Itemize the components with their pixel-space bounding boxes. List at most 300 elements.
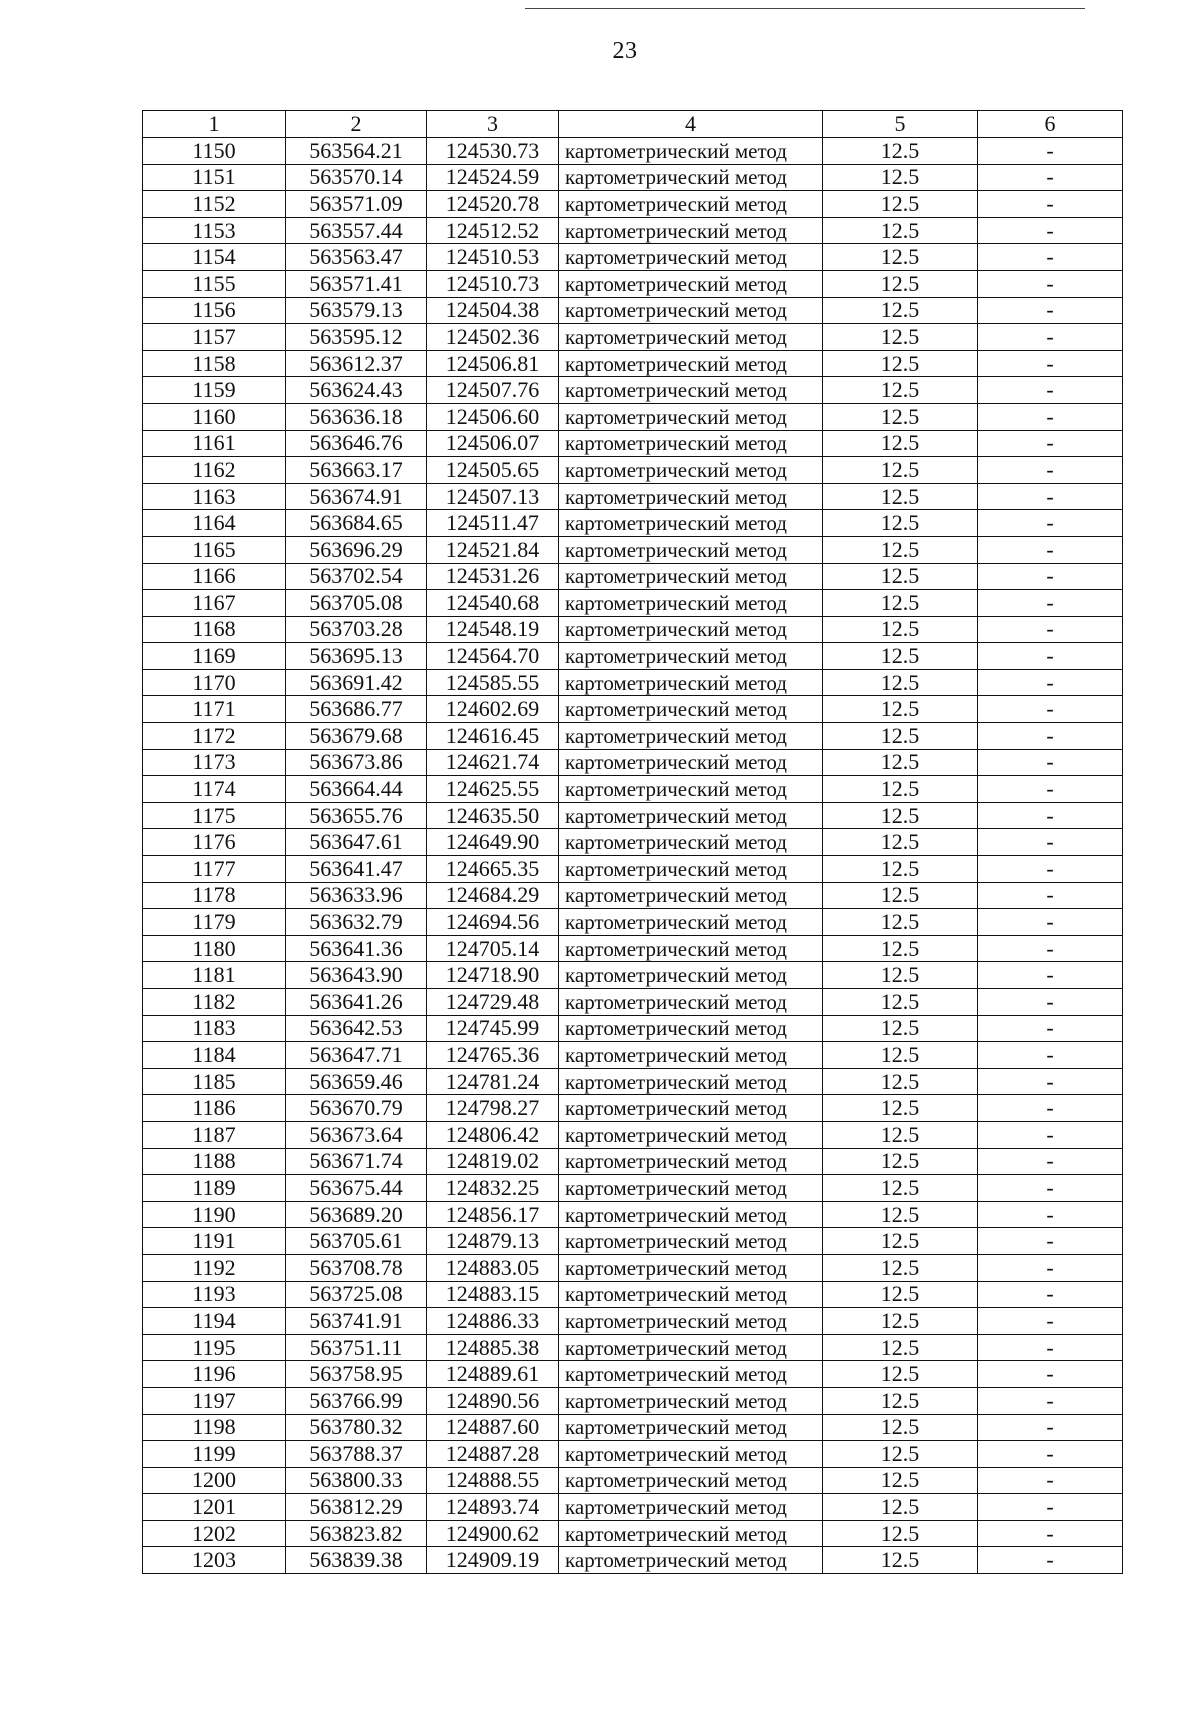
- x-coordinate-cell: 563633.96: [286, 882, 427, 909]
- table-header-row: [143, 111, 1123, 138]
- note-cell: -: [978, 1441, 1123, 1468]
- column-header: 4: [559, 111, 823, 138]
- point-number-cell: 1169: [143, 643, 286, 670]
- accuracy-cell: 12.5: [823, 217, 978, 244]
- method-cell: картометрический метод: [559, 403, 823, 430]
- table-row: [143, 1494, 1123, 1521]
- x-coordinate-cell: 563800.33: [286, 1467, 427, 1494]
- point-number-cell: 1150: [143, 138, 286, 165]
- y-coordinate-cell: 124729.48: [427, 989, 559, 1016]
- note-cell: -: [978, 749, 1123, 776]
- x-coordinate-cell: 563812.29: [286, 1494, 427, 1521]
- note-cell: -: [978, 1228, 1123, 1255]
- accuracy-cell: 12.5: [823, 1547, 978, 1574]
- method-cell: картометрический метод: [559, 1361, 823, 1388]
- y-coordinate-cell: 124765.36: [427, 1042, 559, 1069]
- method-cell: картометрический метод: [559, 1441, 823, 1468]
- y-coordinate-cell: 124621.74: [427, 749, 559, 776]
- note-cell: -: [978, 909, 1123, 936]
- x-coordinate-cell: 563571.41: [286, 270, 427, 297]
- accuracy-cell: 12.5: [823, 989, 978, 1016]
- table-row: [143, 138, 1123, 165]
- accuracy-cell: 12.5: [823, 1042, 978, 1069]
- y-coordinate-cell: 124886.33: [427, 1308, 559, 1335]
- x-coordinate-cell: 563679.68: [286, 723, 427, 750]
- table-row: [143, 297, 1123, 324]
- table-row: [143, 217, 1123, 244]
- method-cell: картометрический метод: [559, 297, 823, 324]
- table-row: [143, 696, 1123, 723]
- note-cell: -: [978, 403, 1123, 430]
- y-coordinate-cell: 124888.55: [427, 1467, 559, 1494]
- method-cell: картометрический метод: [559, 882, 823, 909]
- note-cell: -: [978, 457, 1123, 484]
- table-row: [143, 829, 1123, 856]
- accuracy-cell: 12.5: [823, 1175, 978, 1202]
- x-coordinate-cell: 563632.79: [286, 909, 427, 936]
- note-cell: -: [978, 1387, 1123, 1414]
- x-coordinate-cell: 563705.61: [286, 1228, 427, 1255]
- point-number-cell: 1180: [143, 935, 286, 962]
- method-cell: картометрический метод: [559, 1015, 823, 1042]
- x-coordinate-cell: 563664.44: [286, 776, 427, 803]
- point-number-cell: 1184: [143, 1042, 286, 1069]
- table-row: [143, 191, 1123, 218]
- table-row: [143, 403, 1123, 430]
- x-coordinate-cell: 563758.95: [286, 1361, 427, 1388]
- note-cell: -: [978, 324, 1123, 351]
- x-coordinate-cell: 563670.79: [286, 1095, 427, 1122]
- method-cell: картометрический метод: [559, 244, 823, 271]
- method-cell: картометрический метод: [559, 1281, 823, 1308]
- point-number-cell: 1154: [143, 244, 286, 271]
- note-cell: -: [978, 377, 1123, 404]
- x-coordinate-cell: 563673.86: [286, 749, 427, 776]
- point-number-cell: 1189: [143, 1175, 286, 1202]
- y-coordinate-cell: 124890.56: [427, 1387, 559, 1414]
- method-cell: картометрический метод: [559, 1148, 823, 1175]
- method-cell: картометрический метод: [559, 457, 823, 484]
- point-number-cell: 1172: [143, 723, 286, 750]
- x-coordinate-cell: 563655.76: [286, 802, 427, 829]
- table-row: [143, 1175, 1123, 1202]
- accuracy-cell: 12.5: [823, 1494, 978, 1521]
- y-coordinate-cell: 124900.62: [427, 1520, 559, 1547]
- point-number-cell: 1166: [143, 563, 286, 590]
- note-cell: -: [978, 669, 1123, 696]
- y-coordinate-cell: 124602.69: [427, 696, 559, 723]
- y-coordinate-cell: 124798.27: [427, 1095, 559, 1122]
- method-cell: картометрический метод: [559, 563, 823, 590]
- x-coordinate-cell: 563646.76: [286, 430, 427, 457]
- accuracy-cell: 12.5: [823, 1068, 978, 1095]
- point-number-cell: 1191: [143, 1228, 286, 1255]
- accuracy-cell: 12.5: [823, 563, 978, 590]
- x-coordinate-cell: 563612.37: [286, 350, 427, 377]
- note-cell: -: [978, 802, 1123, 829]
- y-coordinate-cell: 124505.65: [427, 457, 559, 484]
- table-row: [143, 1414, 1123, 1441]
- y-coordinate-cell: 124521.84: [427, 536, 559, 563]
- table-row: [143, 270, 1123, 297]
- table-row: [143, 1042, 1123, 1069]
- accuracy-cell: 12.5: [823, 776, 978, 803]
- accuracy-cell: 12.5: [823, 1201, 978, 1228]
- x-coordinate-cell: 563725.08: [286, 1281, 427, 1308]
- point-number-cell: 1152: [143, 191, 286, 218]
- y-coordinate-cell: 124694.56: [427, 909, 559, 936]
- point-number-cell: 1181: [143, 962, 286, 989]
- accuracy-cell: 12.5: [823, 1467, 978, 1494]
- x-coordinate-cell: 563689.20: [286, 1201, 427, 1228]
- method-cell: картометрический метод: [559, 989, 823, 1016]
- method-cell: картометрический метод: [559, 1547, 823, 1574]
- x-coordinate-cell: 563624.43: [286, 377, 427, 404]
- accuracy-cell: 12.5: [823, 1387, 978, 1414]
- point-number-cell: 1183: [143, 1015, 286, 1042]
- y-coordinate-cell: 124530.73: [427, 138, 559, 165]
- method-cell: картометрический метод: [559, 616, 823, 643]
- accuracy-cell: 12.5: [823, 270, 978, 297]
- note-cell: -: [978, 1175, 1123, 1202]
- note-cell: -: [978, 1494, 1123, 1521]
- point-number-cell: 1203: [143, 1547, 286, 1574]
- note-cell: -: [978, 829, 1123, 856]
- accuracy-cell: 12.5: [823, 1148, 978, 1175]
- x-coordinate-cell: 563708.78: [286, 1254, 427, 1281]
- method-cell: картометрический метод: [559, 1228, 823, 1255]
- accuracy-cell: 12.5: [823, 643, 978, 670]
- column-header: 5: [823, 111, 978, 138]
- y-coordinate-cell: 124885.38: [427, 1334, 559, 1361]
- y-coordinate-cell: 124585.55: [427, 669, 559, 696]
- y-coordinate-cell: 124502.36: [427, 324, 559, 351]
- point-number-cell: 1199: [143, 1441, 286, 1468]
- point-number-cell: 1168: [143, 616, 286, 643]
- accuracy-cell: 12.5: [823, 749, 978, 776]
- note-cell: -: [978, 1334, 1123, 1361]
- y-coordinate-cell: 124883.15: [427, 1281, 559, 1308]
- table-row: [143, 643, 1123, 670]
- note-cell: -: [978, 962, 1123, 989]
- table-row: [143, 935, 1123, 962]
- accuracy-cell: 12.5: [823, 1441, 978, 1468]
- method-cell: картометрический метод: [559, 377, 823, 404]
- coordinates-table: [142, 110, 1123, 1574]
- table-row: [143, 1148, 1123, 1175]
- note-cell: -: [978, 1095, 1123, 1122]
- y-coordinate-cell: 124832.25: [427, 1175, 559, 1202]
- method-cell: картометрический метод: [559, 1201, 823, 1228]
- method-cell: картометрический метод: [559, 856, 823, 883]
- accuracy-cell: 12.5: [823, 164, 978, 191]
- x-coordinate-cell: 563647.71: [286, 1042, 427, 1069]
- method-cell: картометрический метод: [559, 1414, 823, 1441]
- point-number-cell: 1167: [143, 590, 286, 617]
- table-row: [143, 324, 1123, 351]
- y-coordinate-cell: 124856.17: [427, 1201, 559, 1228]
- note-cell: -: [978, 1068, 1123, 1095]
- x-coordinate-cell: 563564.21: [286, 138, 427, 165]
- y-coordinate-cell: 124507.13: [427, 483, 559, 510]
- accuracy-cell: 12.5: [823, 802, 978, 829]
- note-cell: -: [978, 616, 1123, 643]
- method-cell: картометрический метод: [559, 1095, 823, 1122]
- method-cell: картометрический метод: [559, 191, 823, 218]
- note-cell: -: [978, 1361, 1123, 1388]
- x-coordinate-cell: 563691.42: [286, 669, 427, 696]
- y-coordinate-cell: 124512.52: [427, 217, 559, 244]
- x-coordinate-cell: 563741.91: [286, 1308, 427, 1335]
- accuracy-cell: 12.5: [823, 403, 978, 430]
- table-row: [143, 590, 1123, 617]
- point-number-cell: 1187: [143, 1121, 286, 1148]
- method-cell: картометрический метод: [559, 776, 823, 803]
- table-row: [143, 776, 1123, 803]
- accuracy-cell: 12.5: [823, 1414, 978, 1441]
- method-cell: картометрический метод: [559, 802, 823, 829]
- accuracy-cell: 12.5: [823, 1308, 978, 1335]
- point-number-cell: 1165: [143, 536, 286, 563]
- table-row: [143, 244, 1123, 271]
- accuracy-cell: 12.5: [823, 377, 978, 404]
- method-cell: картометрический метод: [559, 935, 823, 962]
- table-row: [143, 856, 1123, 883]
- method-cell: картометрический метод: [559, 1467, 823, 1494]
- note-cell: -: [978, 856, 1123, 883]
- accuracy-cell: 12.5: [823, 935, 978, 962]
- table-row: [143, 457, 1123, 484]
- accuracy-cell: 12.5: [823, 669, 978, 696]
- x-coordinate-cell: 563557.44: [286, 217, 427, 244]
- accuracy-cell: 12.5: [823, 723, 978, 750]
- method-cell: картометрический метод: [559, 536, 823, 563]
- x-coordinate-cell: 563702.54: [286, 563, 427, 590]
- table-row: [143, 989, 1123, 1016]
- y-coordinate-cell: 124649.90: [427, 829, 559, 856]
- y-coordinate-cell: 124635.50: [427, 802, 559, 829]
- y-coordinate-cell: 124616.45: [427, 723, 559, 750]
- note-cell: -: [978, 1121, 1123, 1148]
- x-coordinate-cell: 563705.08: [286, 590, 427, 617]
- accuracy-cell: 12.5: [823, 856, 978, 883]
- note-cell: -: [978, 138, 1123, 165]
- method-cell: картометрический метод: [559, 696, 823, 723]
- table-row: [143, 669, 1123, 696]
- point-number-cell: 1173: [143, 749, 286, 776]
- accuracy-cell: 12.5: [823, 350, 978, 377]
- point-number-cell: 1151: [143, 164, 286, 191]
- table-row: [143, 1068, 1123, 1095]
- point-number-cell: 1177: [143, 856, 286, 883]
- accuracy-cell: 12.5: [823, 1334, 978, 1361]
- accuracy-cell: 12.5: [823, 1254, 978, 1281]
- y-coordinate-cell: 124548.19: [427, 616, 559, 643]
- note-cell: -: [978, 696, 1123, 723]
- accuracy-cell: 12.5: [823, 1361, 978, 1388]
- x-coordinate-cell: 563571.09: [286, 191, 427, 218]
- x-coordinate-cell: 563675.44: [286, 1175, 427, 1202]
- x-coordinate-cell: 563647.61: [286, 829, 427, 856]
- method-cell: картометрический метод: [559, 1308, 823, 1335]
- note-cell: -: [978, 164, 1123, 191]
- accuracy-cell: 12.5: [823, 138, 978, 165]
- note-cell: -: [978, 1467, 1123, 1494]
- x-coordinate-cell: 563636.18: [286, 403, 427, 430]
- y-coordinate-cell: 124506.07: [427, 430, 559, 457]
- method-cell: картометрический метод: [559, 1175, 823, 1202]
- note-cell: -: [978, 882, 1123, 909]
- y-coordinate-cell: 124506.60: [427, 403, 559, 430]
- table-row: [143, 1254, 1123, 1281]
- note-cell: -: [978, 483, 1123, 510]
- point-number-cell: 1185: [143, 1068, 286, 1095]
- method-cell: картометрический метод: [559, 1334, 823, 1361]
- note-cell: -: [978, 244, 1123, 271]
- y-coordinate-cell: 124524.59: [427, 164, 559, 191]
- point-number-cell: 1161: [143, 430, 286, 457]
- table-row: [143, 377, 1123, 404]
- x-coordinate-cell: 563570.14: [286, 164, 427, 191]
- point-number-cell: 1190: [143, 1201, 286, 1228]
- table-body: [143, 111, 1123, 1574]
- accuracy-cell: 12.5: [823, 536, 978, 563]
- note-cell: -: [978, 350, 1123, 377]
- method-cell: картометрический метод: [559, 1494, 823, 1521]
- note-cell: -: [978, 643, 1123, 670]
- table-row: [143, 723, 1123, 750]
- note-cell: -: [978, 776, 1123, 803]
- x-coordinate-cell: 563641.36: [286, 935, 427, 962]
- method-cell: картометрический метод: [559, 749, 823, 776]
- method-cell: картометрический метод: [559, 669, 823, 696]
- note-cell: -: [978, 723, 1123, 750]
- note-cell: -: [978, 536, 1123, 563]
- point-number-cell: 1194: [143, 1308, 286, 1335]
- y-coordinate-cell: 124510.73: [427, 270, 559, 297]
- point-number-cell: 1196: [143, 1361, 286, 1388]
- accuracy-cell: 12.5: [823, 483, 978, 510]
- accuracy-cell: 12.5: [823, 590, 978, 617]
- point-number-cell: 1193: [143, 1281, 286, 1308]
- table-row: [143, 962, 1123, 989]
- accuracy-cell: 12.5: [823, 244, 978, 271]
- note-cell: -: [978, 1281, 1123, 1308]
- y-coordinate-cell: 124889.61: [427, 1361, 559, 1388]
- table-row: [143, 563, 1123, 590]
- x-coordinate-cell: 563788.37: [286, 1441, 427, 1468]
- point-number-cell: 1174: [143, 776, 286, 803]
- method-cell: картометрический метод: [559, 510, 823, 537]
- method-cell: картометрический метод: [559, 324, 823, 351]
- x-coordinate-cell: 563563.47: [286, 244, 427, 271]
- y-coordinate-cell: 124684.29: [427, 882, 559, 909]
- point-number-cell: 1156: [143, 297, 286, 324]
- point-number-cell: 1178: [143, 882, 286, 909]
- table-row: [143, 1467, 1123, 1494]
- method-cell: картометрический метод: [559, 1068, 823, 1095]
- table-row: [143, 1228, 1123, 1255]
- accuracy-cell: 12.5: [823, 430, 978, 457]
- y-coordinate-cell: 124625.55: [427, 776, 559, 803]
- point-number-cell: 1179: [143, 909, 286, 936]
- table-row: [143, 430, 1123, 457]
- note-cell: -: [978, 989, 1123, 1016]
- point-number-cell: 1164: [143, 510, 286, 537]
- y-coordinate-cell: 124665.35: [427, 856, 559, 883]
- accuracy-cell: 12.5: [823, 1121, 978, 1148]
- method-cell: картометрический метод: [559, 430, 823, 457]
- point-number-cell: 1163: [143, 483, 286, 510]
- method-cell: картометрический метод: [559, 1042, 823, 1069]
- accuracy-cell: 12.5: [823, 457, 978, 484]
- accuracy-cell: 12.5: [823, 962, 978, 989]
- x-coordinate-cell: 563695.13: [286, 643, 427, 670]
- method-cell: картометрический метод: [559, 829, 823, 856]
- method-cell: картометрический метод: [559, 270, 823, 297]
- table-row: [143, 1121, 1123, 1148]
- method-cell: картометрический метод: [559, 590, 823, 617]
- y-coordinate-cell: 124705.14: [427, 935, 559, 962]
- y-coordinate-cell: 124887.60: [427, 1414, 559, 1441]
- x-coordinate-cell: 563595.12: [286, 324, 427, 351]
- x-coordinate-cell: 563671.74: [286, 1148, 427, 1175]
- table-row: [143, 1095, 1123, 1122]
- y-coordinate-cell: 124879.13: [427, 1228, 559, 1255]
- method-cell: картометрический метод: [559, 723, 823, 750]
- point-number-cell: 1158: [143, 350, 286, 377]
- accuracy-cell: 12.5: [823, 1015, 978, 1042]
- method-cell: картометрический метод: [559, 1254, 823, 1281]
- table-row: [143, 1308, 1123, 1335]
- point-number-cell: 1202: [143, 1520, 286, 1547]
- y-coordinate-cell: 124718.90: [427, 962, 559, 989]
- point-number-cell: 1159: [143, 377, 286, 404]
- point-number-cell: 1162: [143, 457, 286, 484]
- method-cell: картометрический метод: [559, 164, 823, 191]
- table-row: [143, 1361, 1123, 1388]
- point-number-cell: 1200: [143, 1467, 286, 1494]
- accuracy-cell: 12.5: [823, 324, 978, 351]
- note-cell: -: [978, 1015, 1123, 1042]
- x-coordinate-cell: 563703.28: [286, 616, 427, 643]
- x-coordinate-cell: 563686.77: [286, 696, 427, 723]
- method-cell: картометрический метод: [559, 483, 823, 510]
- x-coordinate-cell: 563641.26: [286, 989, 427, 1016]
- y-coordinate-cell: 124504.38: [427, 297, 559, 324]
- accuracy-cell: 12.5: [823, 510, 978, 537]
- y-coordinate-cell: 124806.42: [427, 1121, 559, 1148]
- table-row: [143, 1387, 1123, 1414]
- accuracy-cell: 12.5: [823, 1095, 978, 1122]
- note-cell: -: [978, 1520, 1123, 1547]
- note-cell: -: [978, 1201, 1123, 1228]
- accuracy-cell: 12.5: [823, 1520, 978, 1547]
- point-number-cell: 1195: [143, 1334, 286, 1361]
- table-row: [143, 483, 1123, 510]
- note-cell: -: [978, 1547, 1123, 1574]
- table-row: [143, 1281, 1123, 1308]
- method-cell: картометрический метод: [559, 909, 823, 936]
- x-coordinate-cell: 563823.82: [286, 1520, 427, 1547]
- y-coordinate-cell: 124909.19: [427, 1547, 559, 1574]
- x-coordinate-cell: 563674.91: [286, 483, 427, 510]
- point-number-cell: 1160: [143, 403, 286, 430]
- method-cell: картометрический метод: [559, 643, 823, 670]
- note-cell: -: [978, 1308, 1123, 1335]
- x-coordinate-cell: 563643.90: [286, 962, 427, 989]
- point-number-cell: 1182: [143, 989, 286, 1016]
